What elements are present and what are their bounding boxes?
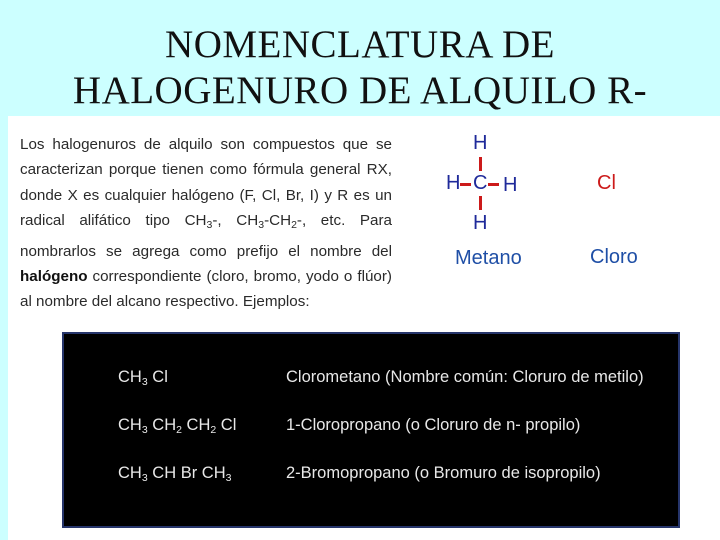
example-formula [118,464,231,484]
intro-bold-term: halógeno [20,268,88,286]
bond-left [460,183,471,186]
atom-c: C [473,172,488,194]
intro-text: -CH [264,212,292,230]
example-name: Clorometano (Nombre común: Cloruro de metilo) [286,368,644,386]
examples-box [62,332,680,528]
example-row [64,464,678,486]
formula-part: CH [118,464,142,482]
bond-right [488,183,499,186]
formula-part: CH [118,416,142,434]
intro-paragraph [20,132,392,315]
subscript: 2 [291,219,297,232]
formula-part: Cl [216,416,237,434]
methane-label: Metano [455,247,522,269]
chlorine-symbol: Cl [597,172,616,194]
subscript: 3 [225,472,232,484]
intro-text: correspondiente (cloro, bromo, yodo o flúor) al nombre del alcano respectivo. Ejemplos: [20,268,392,311]
formula-part: CH Br CH [147,464,226,482]
subscript: 3 [141,472,148,484]
example-formula [118,368,168,388]
intro-text: -, etc. Para nombrarlos se agrega como prefijo el nombre del [20,212,392,260]
atom-h-top: H [473,132,488,154]
slide-title [0,22,720,114]
intro-text: Los halogenuros de alquilo son compuestos que se caracterizan porque tienen como fórmula general RX, donde X es cualquier halógeno (F, Cl, Br, I) y R es un radical alifático tipo CH [20,136,392,230]
subscript: 3 [258,219,265,232]
formula-part: CH [118,368,142,386]
bond-bottom [479,196,482,210]
subscript: 3 [141,424,148,436]
example-row [64,368,678,390]
atom-h-bottom: H [473,212,488,234]
chlorine-label: Cloro [590,246,638,268]
subscript: 2 [176,424,182,436]
example-name: 2-Bromopropano (o Bromuro de isopropilo) [286,464,601,482]
example-formula [118,416,236,436]
formula-part: Cl [147,368,168,386]
bond-top [479,157,482,171]
formula-part: CH [181,416,211,434]
formula-part: CH [147,416,177,434]
subscript: 3 [206,219,213,232]
example-name: 1-Cloropropano (o Cloruro de n- propilo) [286,416,581,434]
subscript: 2 [210,424,217,436]
example-row [64,416,678,438]
intro-text: -, CH [212,212,259,230]
atom-h-left: H [446,172,461,194]
atom-h-right: H [503,174,518,196]
title-line-1: NOMENCLATURA DE [165,23,555,66]
title-line-2: HALOGENURO DE ALQUILO R- [72,69,648,112]
subscript: 3 [141,376,148,388]
